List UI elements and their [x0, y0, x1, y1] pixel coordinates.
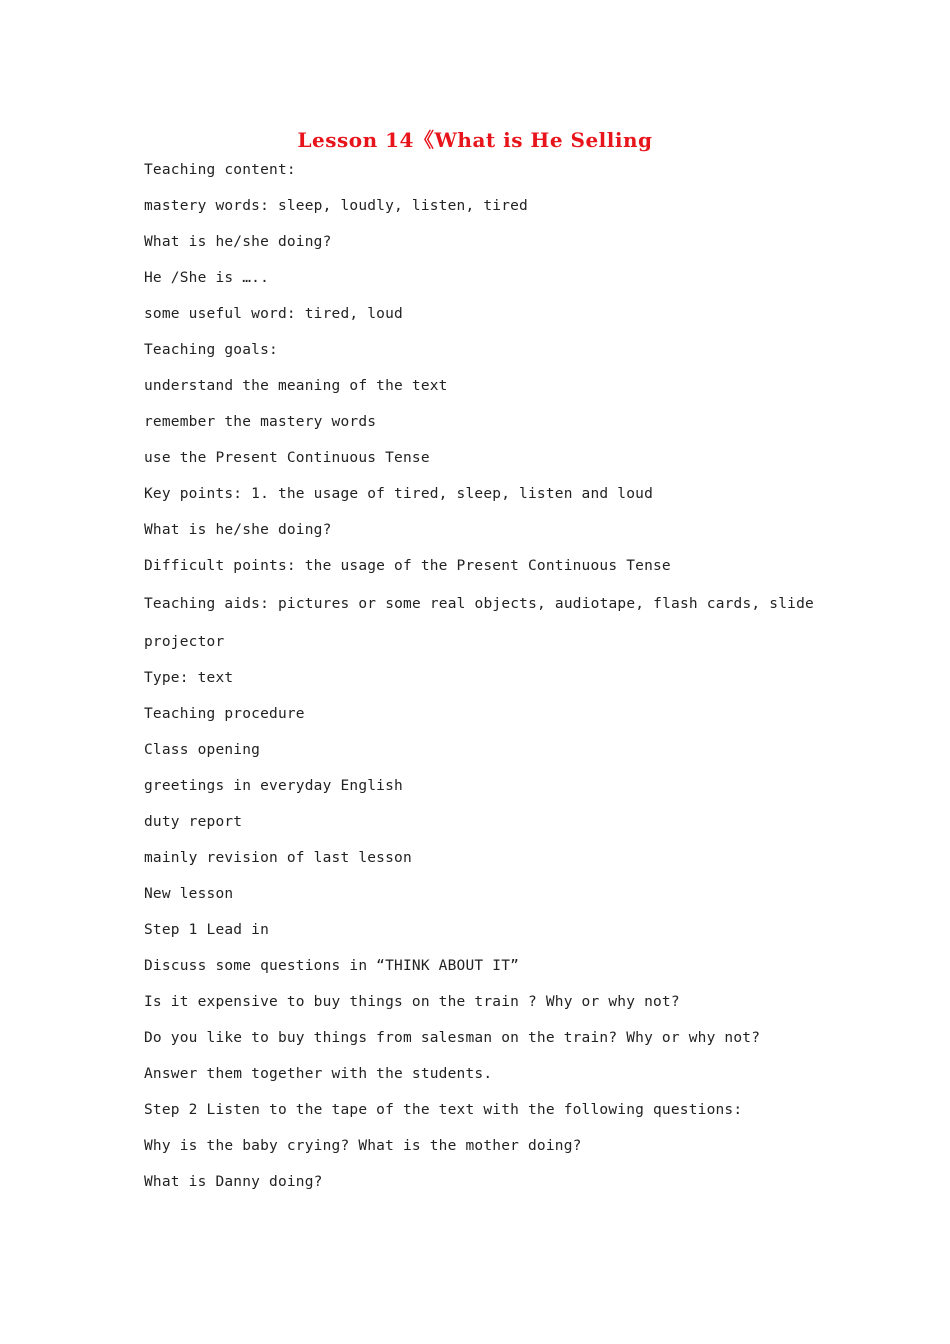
text-line: Teaching content: [144, 162, 296, 178]
aids-word: or [358, 596, 377, 612]
aids-word: objects, [474, 596, 546, 612]
aids-word: aids: [224, 596, 270, 612]
text-line: What is he/she doing? [144, 522, 332, 538]
text-line: What is he/she doing? [144, 234, 332, 250]
text-line: Answer them together with the students. [144, 1066, 493, 1082]
text-line: understand the meaning of the text [144, 378, 448, 394]
text-line: Is it expensive to buy things on the train ? Why or why not? [144, 994, 680, 1010]
text-line: Class opening [144, 742, 261, 758]
text-line: use the Present Continuous Tense [144, 450, 430, 466]
text-line: What is Danny doing? [144, 1174, 323, 1190]
aids-word: some [385, 596, 421, 612]
text-line: greetings in everyday English [144, 778, 403, 794]
text-line: mastery words: sleep, loudly, listen, tired [144, 198, 528, 214]
aids-word: flash [653, 596, 698, 612]
aids-word: real [429, 596, 466, 612]
text-line: remember the mastery words [144, 414, 377, 430]
lesson-title: Lesson 14《What is He Selling [297, 128, 653, 152]
lesson-body [144, 152, 814, 1200]
text-line: Step 1 Lead in [144, 922, 270, 938]
text-line: New lesson [144, 886, 234, 902]
text-line: Why is the baby crying? What is the mother doing? [144, 1138, 582, 1154]
text-line: mainly revision of last lesson [144, 850, 412, 866]
text-line: Do you like to buy things from salesman on the train? Why or why not? [144, 1030, 761, 1046]
text-line: He /She is ….. [144, 270, 270, 286]
text-line: some useful word: tired, loud [144, 306, 403, 322]
aids-word: cards, [706, 596, 761, 612]
text-line: Teaching goals: [144, 342, 278, 358]
aids-word: slide [769, 596, 814, 612]
text-line: projector [144, 634, 225, 650]
text-line: Discuss some questions in “THINK ABOUT IT” [144, 958, 520, 974]
text-line: duty report [144, 814, 243, 830]
aids-word: pictures [277, 596, 350, 612]
text-line: Key points: 1. the usage of tired, sleep, listen and loud [144, 486, 653, 502]
aids-word: Teaching [144, 596, 216, 612]
text-line: Difficult points: the usage of the Present Continuous Tense [144, 558, 671, 574]
teaching-aids-line [144, 584, 814, 624]
text-line: Teaching procedure [144, 706, 305, 722]
text-line: Type: text [144, 670, 234, 686]
text-line: Step 2 Listen to the tape of the text with the following questions: [144, 1102, 743, 1118]
aids-word: audiotape, [554, 596, 645, 612]
